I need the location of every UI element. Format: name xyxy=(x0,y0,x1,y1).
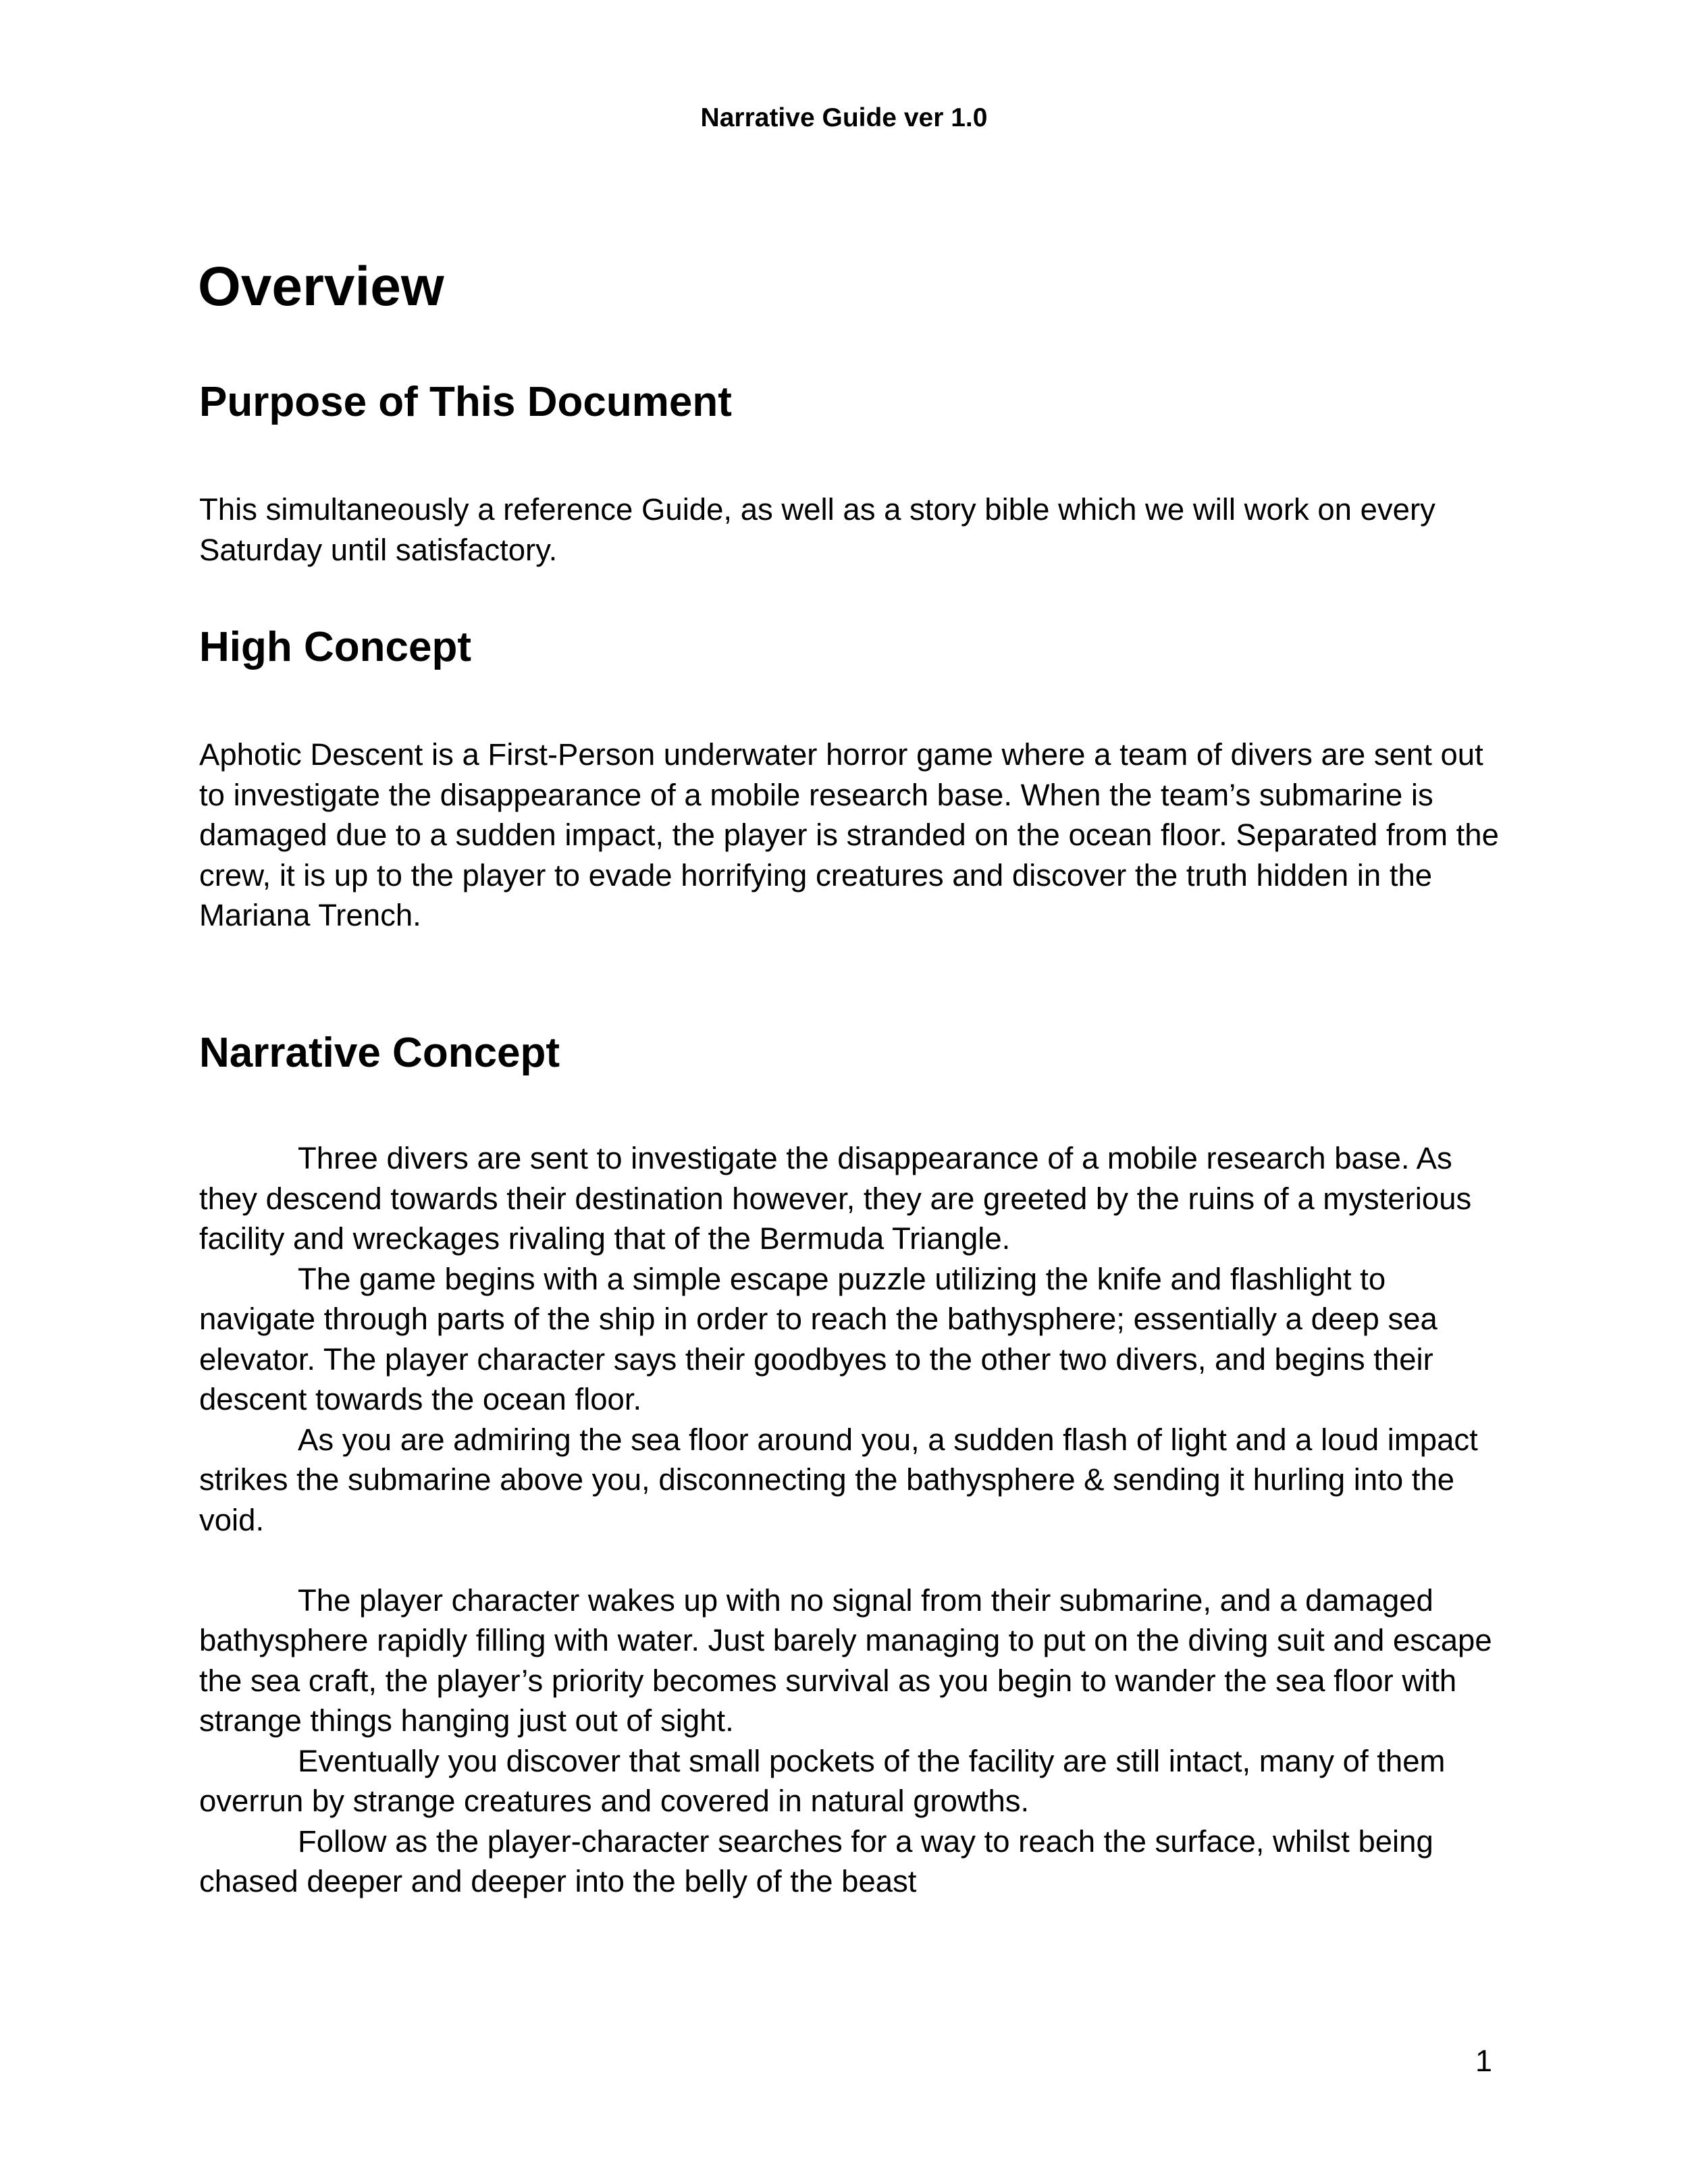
document-header: Narrative Guide ver 1.0 xyxy=(700,103,988,132)
text-line: strange things hanging just out of sight. xyxy=(199,1703,734,1738)
page-number: 1 xyxy=(1475,2044,1492,2078)
high-concept-paragraph xyxy=(199,735,1536,936)
text-line: void. xyxy=(199,1502,265,1537)
text-line: they descend towards their destination however, they are greeted by the ruins of a mysterious xyxy=(199,1181,1472,1216)
text-line: The player character wakes up with no signal from their submarine, and a damaged xyxy=(298,1582,1433,1618)
text-line: Follow as the player-character searches for a way to reach the surface, whilst being xyxy=(298,1823,1433,1859)
text-line: Three divers are sent to investigate the disappearance of a mobile research base. As xyxy=(298,1141,1452,1175)
text-line: bathysphere rapidly filling with water. Just barely managing to put on the diving suit and escape xyxy=(199,1623,1492,1657)
page-title: Overview xyxy=(198,256,444,317)
text-line: As you are admiring the sea floor around you, a sudden flash of light and a loud impact xyxy=(298,1422,1478,1457)
text-line: Aphotic Descent is a First-Person underwater horror game where a team of divers are sent out xyxy=(199,737,1483,772)
text-line: the sea craft, the player’s priority becomes survival as you begin to wander the sea floor with xyxy=(199,1663,1457,1698)
text-line: navigate through parts of the ship in order to reach the bathysphere; essentially a deep sea xyxy=(199,1302,1438,1336)
text-line: The game begins with a simple escape puzzle utilizing the knife and flashlight to xyxy=(298,1261,1386,1296)
text-line: elevator. The player character says their goodbyes to the other two divers, and begins their xyxy=(199,1341,1433,1377)
heading-narrative-concept: Narrative Concept xyxy=(199,1030,560,1076)
text-line: facility and wreckages rivaling that of the Bermuda Triangle. xyxy=(199,1221,1011,1256)
text-line: Mariana Trench. xyxy=(199,898,421,932)
text-line: Saturday until satisfactory. xyxy=(199,532,558,567)
blank-line xyxy=(199,1540,1536,1580)
narrative-concept-body xyxy=(199,1138,1536,1902)
text-line: damaged due to a sudden impact, the player is stranded on the ocean floor. Separated from the xyxy=(199,818,1499,852)
text-line: descent towards the ocean floor. xyxy=(199,1382,642,1416)
purpose-paragraph xyxy=(199,489,1536,570)
text-line: to investigate the disappearance of a mobile research base. When the team’s submarine is xyxy=(199,777,1433,812)
text-line: chased deeper and deeper into the belly of the beast xyxy=(199,1864,917,1898)
text-line: strikes the submarine above you, disconnecting the bathysphere & sending it hurling into the xyxy=(199,1462,1455,1497)
heading-high-concept: High Concept xyxy=(199,624,471,670)
text-line: overrun by strange creatures and covered in natural growths. xyxy=(199,1784,1030,1818)
text-line: crew, it is up to the player to evade horrifying creatures and discover the truth hidden in the xyxy=(199,857,1433,893)
text-line: This simultaneously a reference Guide, as well as a story bible which we will work on every xyxy=(199,492,1435,527)
text-line: Eventually you discover that small pockets of the facility are still intact, many of them xyxy=(298,1743,1446,1778)
heading-purpose: Purpose of This Document xyxy=(199,379,732,425)
